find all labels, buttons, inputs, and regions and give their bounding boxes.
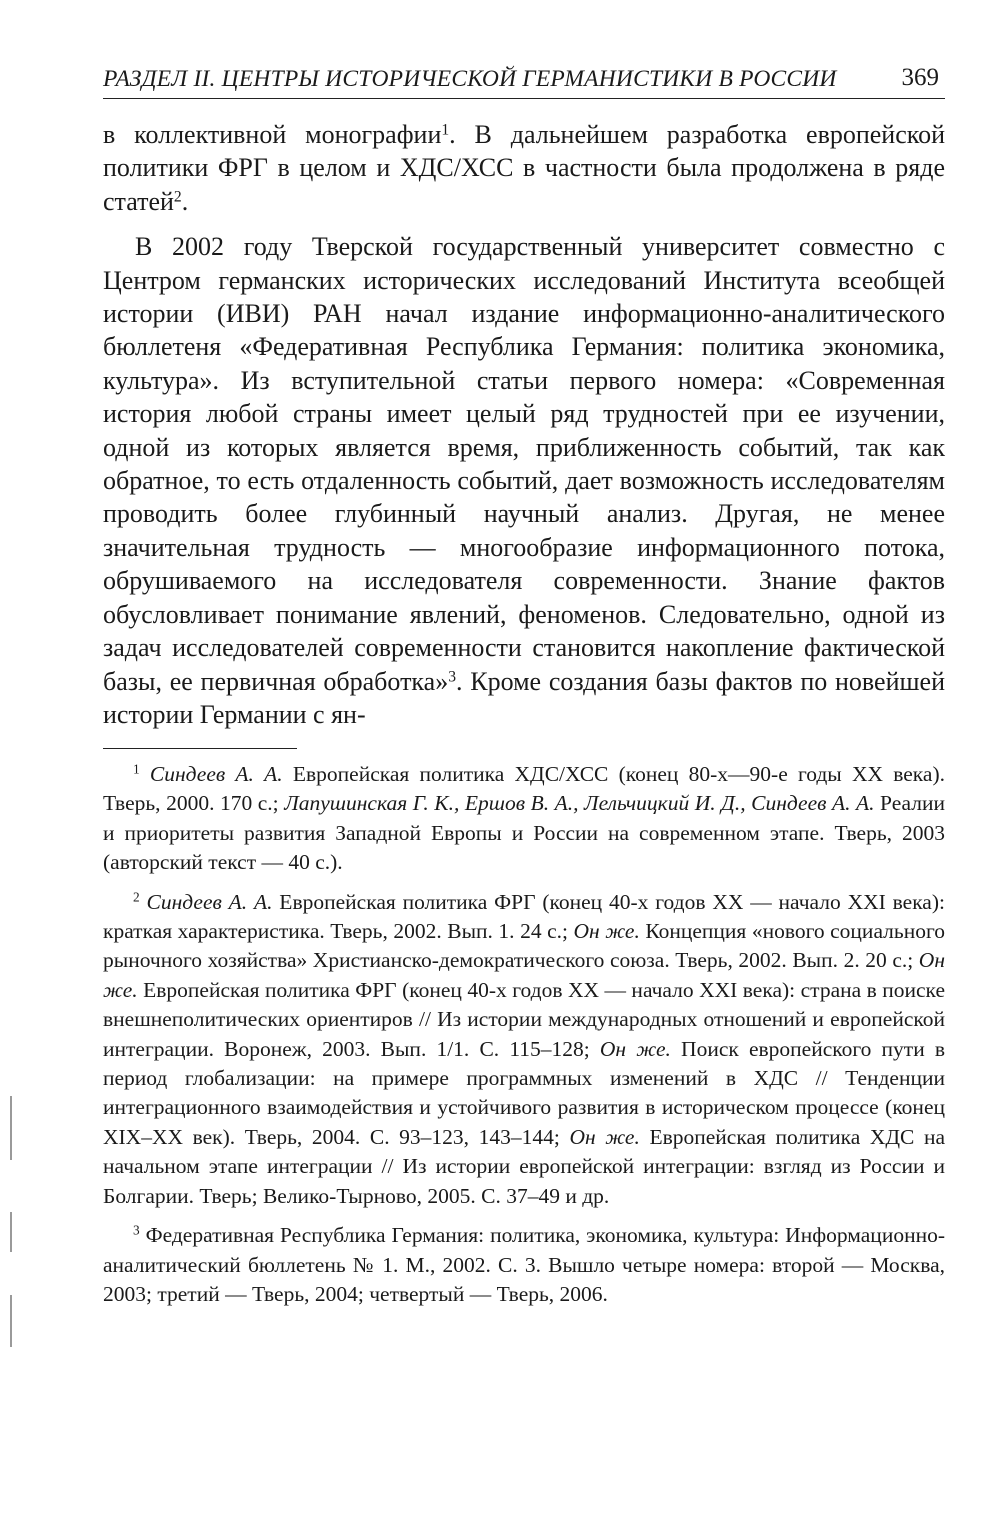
footnote-ref: 2 [173, 188, 182, 206]
footnote-3: $^3$ Федеративная Республика Германия: политика, экономика, культура: Информационно-аналитический бюллетень № 1. М., 2002. С. 3. Вышло четыре номера: второй — Москва, 2003; третий — Тверь, 2004; четвертый — Тверь, 2006. [103, 1222, 945, 1306]
section-title: РАЗДЕЛ II. ЦЕНТРЫ ИСТОРИЧЕСКОЙ ГЕРМАНИСТИКИ В РОССИИ [103, 66, 837, 92]
footnote-ref: 1 [441, 121, 450, 139]
footnote-2: $^2$ Синдеев А. А. Европейская политика ФРГ (конец 40-х годов XX — начало XXI века): краткая характеристика. Тверь, 2002. Вып. 1. 24 с.; Он же. Концепция «нового социального рыночного хозяйства» Христианско-демократического союза. Тверь, 2002. Вып. 2. 20 с.; Он же. Европейская политика ФРГ (конец 40-х годов XX — начало XXI века): страна в поиске внешнеполитических ориентиров // Из истории международных отношений и европейской интеграции. Воронеж, 2003. Вып. 1/1. С. 115–128; Он же. Поиск европейского пути в период глобализации: на примере программных изменений в ХДС // Тенденции интеграционного взаимодействия и устойчивого развития в историческом процессе (конец XIX–XX век). Тверь, 2004. С. 93–123, 143–144; Он же. Европейская политика ХДС на начальном этапе интеграции // Из истории европейской интеграции: взгляд из России и Болгарии. Тверь; Велико-Тырново, 2005. С. 37–49 и др. [103, 889, 945, 1208]
footnote-divider [103, 748, 297, 749]
footnotes [103, 760, 945, 1319]
footnote-1: $^1$ Синдеев А. А. Европейская политика ХДС/ХСС (конец 80-х—90-е годы XX века). Тверь, 2000. 170 с.; Лапушинская Г. К., Ершов В. А., Лельчицкий И. Д., Синдеев А. А. Реалии и приоритеты развития Западной Европы и России на современном этапе. Тверь, 2003 (авторский текст — 40 с.). [103, 761, 946, 875]
running-header [103, 64, 945, 99]
margin-scan-mark [10, 1295, 12, 1347]
footnote-ref: 3 [448, 667, 457, 685]
book-page [103, 0, 945, 1514]
main-text [103, 118, 945, 731]
page-number: 369 [901, 64, 939, 91]
paragraph-1: в коллективной монографии$^1$. В дальнейшем разработка европейской политики ФРГ в целом и ХДС/ХСС в частности была продолжена в ряде статей$^2$. [103, 120, 945, 216]
margin-scan-mark [10, 1096, 12, 1160]
paragraph-2: В 2002 году Тверской государственный университет совместно с Центром германских исторических исследований Института всеобщей истории (ИВИ) РАН начал издание информационно-аналитического бюллетеня «Федеративная Республика Германия: политика экономика, культура». Из вступительной статьи первого номера: «Современная история любой страны имеет целый ряд трудностей при ее изучении, одной из которых является время, приближенность событий, так как обратное, то есть отдаленность событий, дает возможность исследователям проводить более глубинный научный анализ. Другая, не менее значительная трудность — многообразие информационного потока, обрушиваемого на исследователя современности. Знание фактов обусловливает понимание явлений, феноменов. Следовательно, одной из задач исследователей современности становится накопление фактической базы, ее первичная обработка»$^3$. Кроме создания базы фактов по новейшей истории Германии с ян- [103, 232, 945, 729]
margin-scan-mark [10, 1212, 12, 1252]
